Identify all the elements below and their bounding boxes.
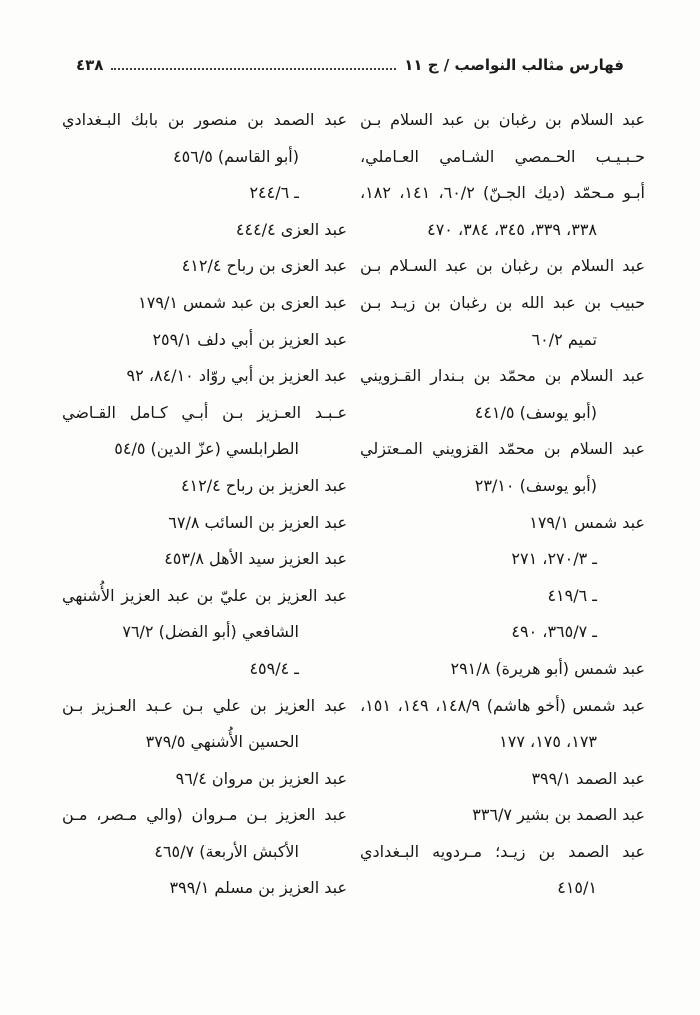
index-entry-line: الأكبش الأربعة) ٤٦٥/٧ (154, 841, 299, 861)
index-entry-line: حـبـيـب الحـمصي الشـامي العـاملي، (360, 146, 645, 166)
index-entry-line: عبد العزى ٤٤٤/٤ (235, 219, 347, 239)
index-entry-line: عبد العزيز بـن مـروان (والي مـصر، مـن (62, 805, 347, 825)
index-entry-line: عبد العزيز بن رباح ٤١٢/٤ (180, 475, 347, 495)
index-entry-line: عبد السلام بن محمّد القزويني المـعتزلي (360, 439, 645, 459)
index-entry-line: عبد العزيز بن مسلم ٣٩٩/١ (169, 878, 347, 898)
index-entry-line: عبد الصمد بن بشير ٣٣٦/٧ (472, 805, 645, 825)
index-entry-line: حبيب بن عبد الله بن رغبان بن زيـد بـن (360, 292, 645, 312)
index-entry-line: عبد العزى بن رباح ٤١٢/٤ (181, 256, 347, 276)
index-entry-line: عبد شمس (أخو هاشم) ١٤٨/٩، ١٤٩، ١٥١، (360, 695, 645, 715)
index-entry-line: تميم ٦٠/٢ (531, 329, 597, 349)
dot-leader (111, 68, 396, 70)
index-column-left (62, 102, 347, 907)
index-entry-line: عـبـد العـزيز بـن أبـي كـامل القـاضي (62, 402, 347, 422)
index-entry-line: ـ ٤٥٩/٤ (249, 658, 299, 678)
page-number: ٤٣٨ (76, 56, 104, 74)
index-entry-line: أبـو مـحمّد (ديك الجـنّ) ٦٠/٢، ١٤١، ١٨٢، (360, 183, 645, 203)
index-entry-line: عبد العزيز بن السائب ٦٧/٨ (168, 512, 347, 532)
index-entry-line: (أبو القاسم) ٤٥٦/٥ (173, 146, 299, 166)
index-entry-line: ـ ٢٤٤/٦ (249, 183, 299, 203)
index-entry-line: (أبو يوسف) ٢٣/١٠ (474, 475, 597, 495)
index-entry-line: ١٧٣، ١٧٥، ١٧٧ (499, 732, 597, 752)
index-entry-line: عبد الصمد بن منصور بن بابك البـغدادي (62, 110, 347, 129)
header-title: فهارس مثالب النواصب / ج ١١ (404, 56, 624, 74)
index-entry-line: الحسين الأُشنهي ٣٧٩/٥ (145, 732, 299, 752)
index-entry-line: عبد العزيز بن أبي روّاد ٨٤/١٠، ٩٢ (126, 366, 347, 386)
index-entry-line: عبد العزيز بن عليّ بن عبد العزيز الأُشنهي (62, 585, 347, 605)
index-entry-line: عبد الصمد بن زيـد؛ مـردويه البـغدادي (360, 841, 645, 861)
index-entry-line: ٣٣٨، ٣٣٩، ٣٤٥، ٣٨٤، ٤٧٠ (427, 219, 597, 239)
running-header (76, 56, 624, 74)
index-entry-line: ٤١٥/١ (557, 878, 597, 898)
index-entry-line: عبد شمس ١٧٩/١ (529, 512, 645, 532)
index-columns (62, 102, 645, 907)
index-entry-line: عبد العزيز بن مروان ٩٦/٤ (175, 768, 347, 788)
index-entry-line: عبد العزيز سيد الأهل ٤٥٣/٨ (164, 549, 347, 569)
index-entry-line: ـ ٤١٩/٦ (547, 585, 597, 605)
index-entry-line: عبد العزيز بن علي بـن عـبد العـزيز بـن (62, 695, 347, 715)
index-entry-line: عبد شمس (أبو هريرة) ٢٩١/٨ (450, 658, 645, 678)
index-entry-line: عبد السلام بن محمّد بن بـندار القـزويني (360, 366, 645, 386)
index-entry-line: الطرابلسي (عزّ الدين) ٥٤/٥ (114, 439, 299, 459)
index-column-right (360, 102, 645, 907)
index-entry-line: عبد الصمد ٣٩٩/١ (531, 768, 645, 788)
index-entry-line: عبد العزيز بن أبي دلف ٢٥٩/١ (152, 329, 347, 349)
index-entry-line: عبد السلام بن رغبان بن عبد السـلام بـن (360, 256, 645, 276)
index-entry-line: ـ ٣٦٥/٧، ٤٩٠ (511, 622, 597, 642)
index-entry-line: عبد السلام بن رغبان بن عبد السلام بـن (360, 110, 645, 129)
index-entry-line: ـ ٢٧٠/٣، ٢٧١ (511, 549, 597, 569)
index-entry-line: عبد العزى بن عبد شمس ١٧٩/١ (138, 292, 347, 312)
index-entry-line: (أبو يوسف) ٤٤١/٥ (474, 402, 597, 422)
index-entry-line: الشافعي (أبو الفضل) ٧٦/٢ (122, 622, 299, 642)
